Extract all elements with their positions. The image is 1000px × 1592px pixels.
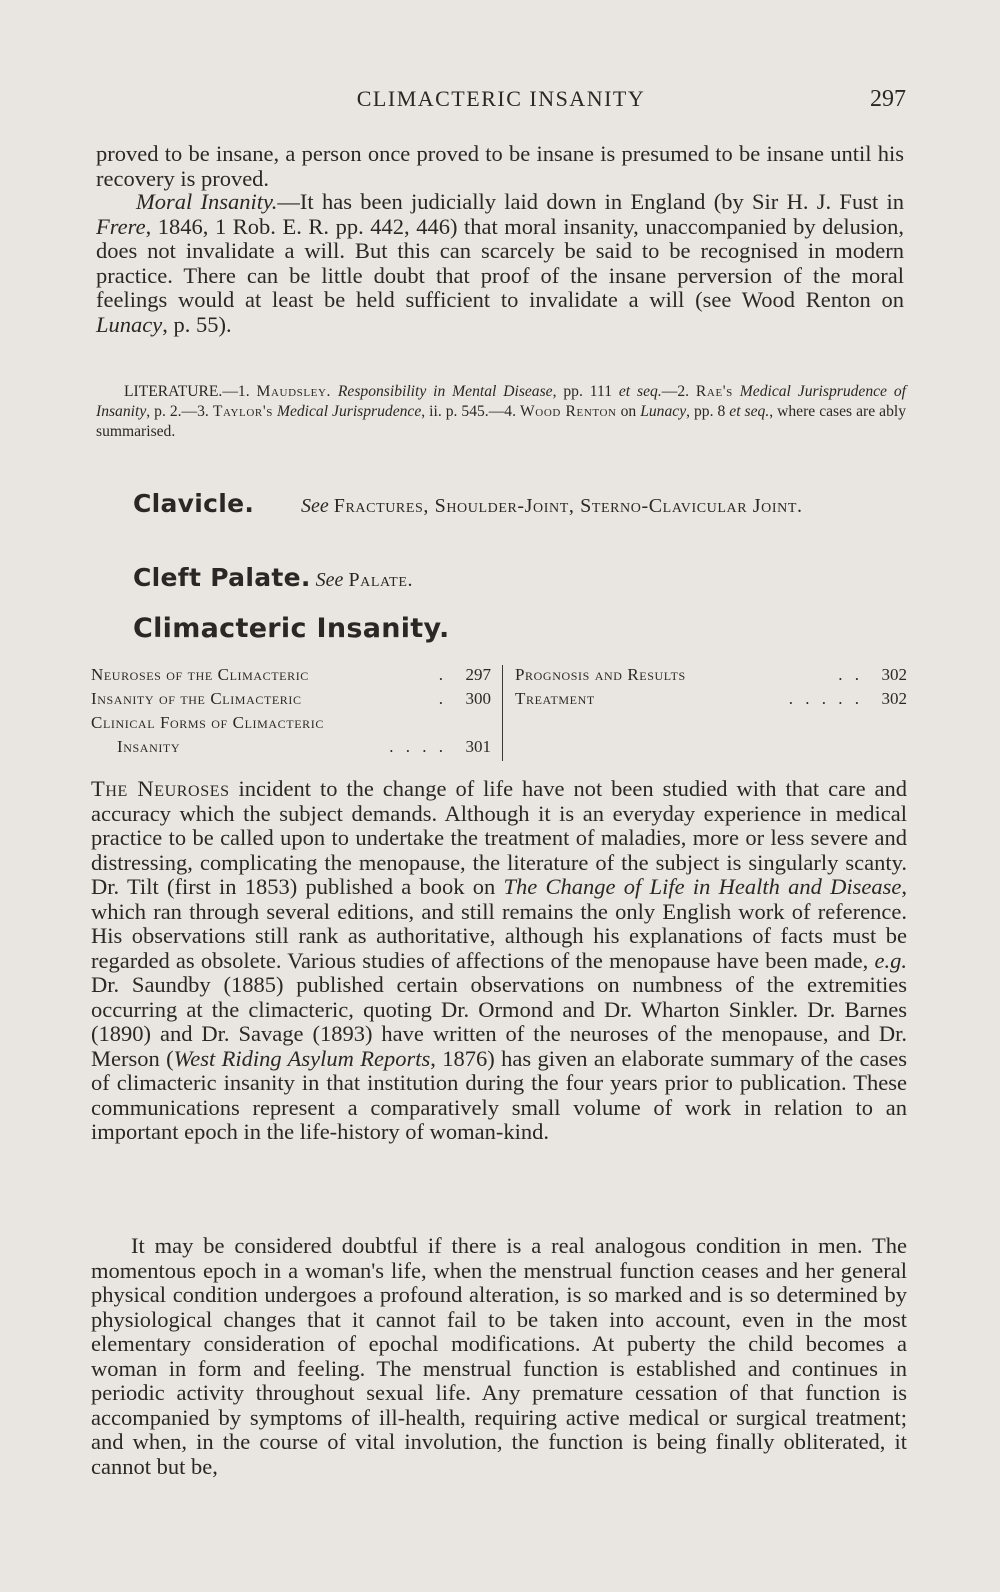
running-head xyxy=(96,86,906,120)
see-label: See xyxy=(301,495,329,517)
contents-leader: . xyxy=(438,689,447,708)
paragraph-neuroses xyxy=(91,777,907,1145)
ref-book-1: Responsibility in Mental Disease xyxy=(337,383,553,400)
contents-label: Treatment xyxy=(515,689,595,708)
ref-text-4c: , where cases are ably summarised. xyxy=(96,403,906,440)
neuroses-text-1: incident to the change of life have not been studied with that care and accuracy which the subject demands. Although it is an everyday experience in medical practice to be called upon to undertake the treatment of maladies, more or less severe and distressing, complicating the menopause, the literature of the subject is singularly scanty. Dr. Tilt (first in 1853) published a book on xyxy=(91,776,907,899)
book-title-change-of-life: The Change of Life in Health and Disease xyxy=(503,874,902,899)
ref-text-4a: on xyxy=(616,403,641,420)
book-title-lunacy: Lunacy xyxy=(96,311,163,337)
literature-references xyxy=(96,382,906,442)
entry-cleft-palate xyxy=(133,563,833,592)
contents-page: 297 xyxy=(465,665,491,684)
neuroses-lead: The Neuroses xyxy=(91,776,230,801)
contents-label: Clinical Forms of Climacteric xyxy=(91,713,324,732)
paragraph-moral-insanity xyxy=(96,190,904,337)
cross-reference-targets: Fractures, Shoulder-Joint, Sterno-Clavicular Joint. xyxy=(333,495,803,517)
journal-title: West Riding Asylum Reports xyxy=(173,1045,431,1071)
neuroses-text-2: , which ran through several editions, and still remains the only English work of reference. His observations still rank as authoritative, although his explanations of facts must be regarded as obsolete. Various studies of affections of the menopause have been made, xyxy=(91,874,907,973)
ref-text-4b: , pp. 8 xyxy=(686,403,730,420)
contents-page: 302 xyxy=(881,689,907,708)
moral-insanity-text-3: , p. 55). xyxy=(162,311,232,337)
contents-row xyxy=(91,663,491,687)
paragraph-continuation: proved to be insane, a person once proved to be insane is presumed to be insane until his recovery is proved. xyxy=(96,141,904,191)
ref-author-maudsley: Maudsley. xyxy=(256,383,332,400)
ref-text-2: , p. 2.—3. xyxy=(146,403,213,420)
contents-row xyxy=(91,735,491,759)
ref-text-3: , ii. p. 545.—4. xyxy=(421,403,520,420)
ref-author-taylor: Taylor's xyxy=(212,403,273,420)
ref-author-wood-renton: Wood Renton xyxy=(519,403,617,420)
see-label: See xyxy=(315,569,344,591)
contents-row xyxy=(515,663,907,687)
entry-climacteric-insanity xyxy=(133,613,450,644)
literature-label: LITERATURE. xyxy=(124,383,223,400)
entry-heading-cleft-palate: Cleft Palate. xyxy=(133,563,311,592)
ref-etseq-4: et seq. xyxy=(729,403,770,420)
contents-leader: . . . . xyxy=(389,737,447,756)
contents-row xyxy=(91,711,491,735)
contents-leader: . . . . . xyxy=(788,689,863,708)
case-name: Frere xyxy=(96,213,146,239)
eg-abbreviation: e.g. xyxy=(874,947,907,973)
ref-book-4: Lunacy xyxy=(640,403,687,420)
contents-column-left xyxy=(91,663,491,759)
contents-page: 301 xyxy=(465,737,491,756)
ref-book-2: Medical Jurisprudence of Insanity xyxy=(96,383,906,420)
contents-page: 302 xyxy=(881,665,907,684)
cross-reference-clavicle xyxy=(301,493,911,520)
contents-leader: . xyxy=(438,665,447,684)
ref-text-1: , pp. 111 xyxy=(552,383,619,400)
page-number: 297 xyxy=(870,86,906,112)
ref-author-rae: Rae's xyxy=(695,383,733,400)
ref-number-2: —2. xyxy=(661,383,696,400)
contents-label: Insanity of the Climacteric xyxy=(91,689,302,708)
cross-reference-targets: Palate. xyxy=(348,569,414,591)
moral-insanity-lead: Moral Insanity. xyxy=(136,189,278,214)
neuroses-text-3: Dr. Saundby (1885) published certain observations on numbness of the extremities occurring at the climacteric, quoting Dr. Ormond and Dr. Wharton Sinkler. Dr. Barnes (1890) and Dr. Savage (1893) have written of the neuroses of the menopause, and Dr. Merson ( xyxy=(91,972,907,1071)
contents-label: Neuroses of the Climacteric xyxy=(91,665,309,684)
paragraph-men: It may be considered doubtful if there is a real analogous condition in men. The momentous epoch in a woman's life, when the menstrual function ceases and her general physical condition undergoes a profound alteration, is so marked and is so determined by physiological changes that it cannot fail to be taken into account, even in the most elementary consideration of epochal modifications. At puberty the child becomes a woman in form and feeling. The menstrual function is established and continues in periodic activity throughout sexual life. Any premature cessation of that function is accompanied by symptoms of ill-health, requiring active medical or surgical treatment; and when, in the course of vital involution, the function is being finally obliterated, it cannot but be, xyxy=(91,1233,907,1479)
ref-etseq-1: et seq. xyxy=(618,383,662,400)
section-contents xyxy=(91,663,907,761)
moral-insanity-text-2: , 1846, 1 Rob. E. R. pp. 442, 446) that moral insanity, unaccompanied by delusion, does not invalidate a will. But this can scarcely be said to be recognised in modern practice. There can be little doubt that proof of the insane perversion of the moral feelings would at least be held sufficient to invalidate a will (see Wood Renton on xyxy=(96,213,904,312)
moral-insanity-text-1: —It has been judicially laid down in England (by Sir H. J. Fust in xyxy=(277,189,904,214)
contents-leader: . . xyxy=(838,665,863,684)
entry-heading-clavicle: Clavicle. xyxy=(133,489,255,518)
entry-clavicle xyxy=(133,490,913,520)
contents-row xyxy=(91,687,491,711)
neuroses-text-4: , 1876) has given an elaborate summary of the cases of climacteric insanity in that institution during the four years prior to publication. These communications represent a comparatively small volume of work in relation to an important epoch in the life-history of woman-kind. xyxy=(91,1045,907,1144)
entry-heading-climacteric-insanity: Climacteric Insanity. xyxy=(133,613,450,644)
contents-column-right xyxy=(515,663,907,711)
contents-row xyxy=(515,687,907,711)
contents-page: 300 xyxy=(465,689,491,708)
contents-label: Insanity xyxy=(117,737,181,756)
ref-number-1: —1. xyxy=(222,383,257,400)
contents-label: Prognosis and Results xyxy=(515,665,686,684)
ref-book-3: Medical Jurisprudence xyxy=(276,403,422,420)
contents-divider xyxy=(502,665,503,761)
running-title: CLIMACTERIC INSANITY xyxy=(356,86,646,111)
